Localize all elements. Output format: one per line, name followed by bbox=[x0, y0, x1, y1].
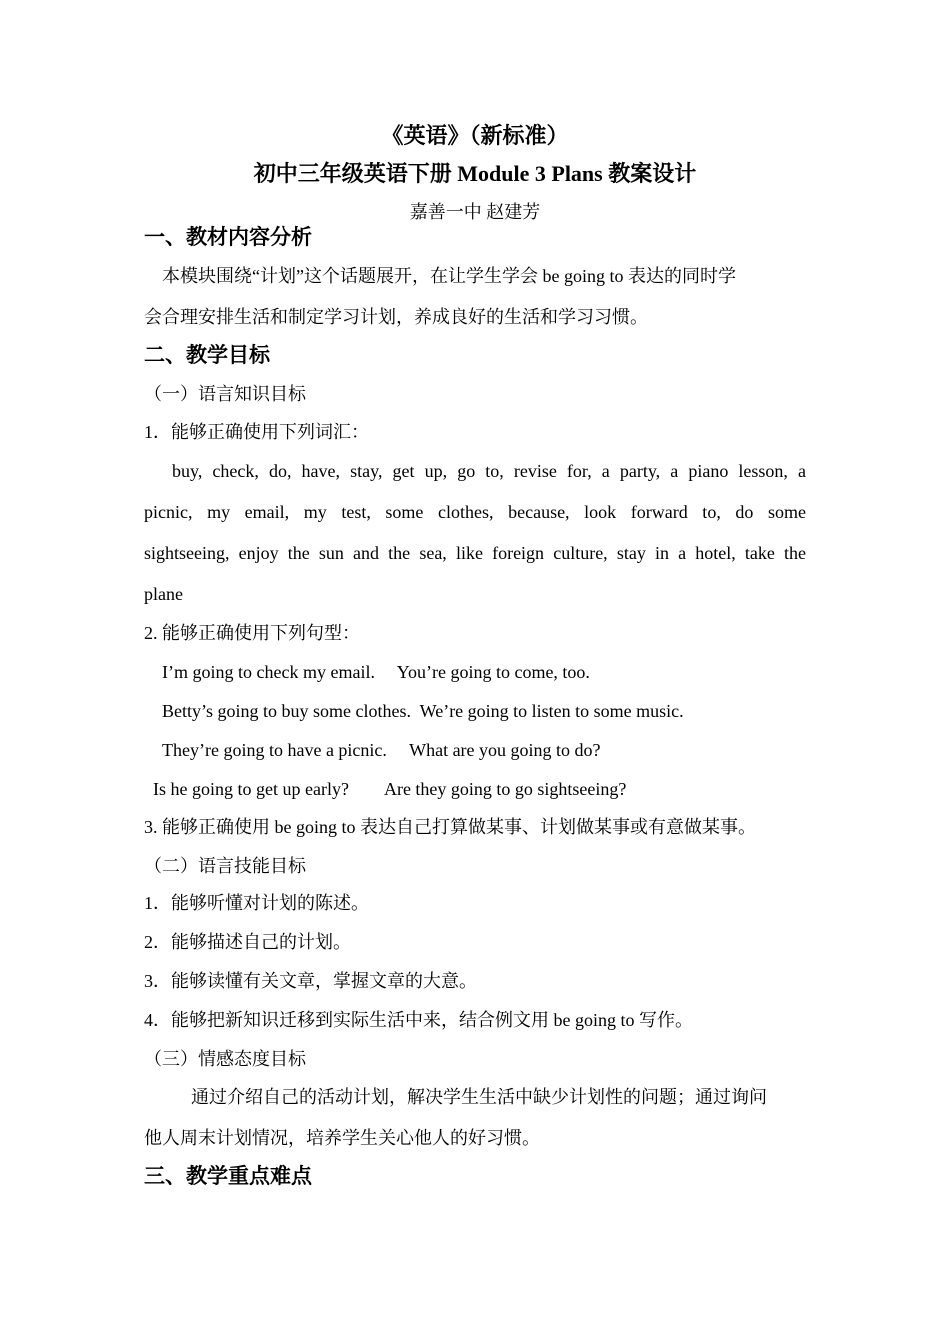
sentence-pattern-line: They’re going to have a picnic. What are you going to do? bbox=[162, 740, 601, 760]
section-heading-objectives: 二、教学目标 bbox=[144, 343, 270, 367]
skill-item: 4．能够把新知识迁移到实际生活中来，结合例文用 be going to 写作。 bbox=[144, 1010, 693, 1030]
skill-item: 3．能够读懂有关文章，掌握文章的大意。 bbox=[144, 971, 477, 991]
objective-item-2: 2. 能够正确使用下列句型： bbox=[144, 623, 360, 643]
section-heading-key-points: 三、教学重点难点 bbox=[144, 1164, 312, 1188]
doc-title-series: 《英语》（新标准） bbox=[381, 123, 569, 148]
vocab-line-1: buy, check, do, have, stay, get up, go to, revise for, a party, a piano lesson, a bbox=[172, 461, 806, 481]
skill-item: 2．能够描述自己的计划。 bbox=[144, 932, 351, 952]
section-heading-content-analysis: 一、教材内容分析 bbox=[144, 225, 312, 249]
objective-item-3: 3. 能够正确使用 be going to 表达自己打算做某事、计划做某事或有意做某事。 bbox=[144, 817, 756, 837]
objective-item-1: 1．能够正确使用下列词汇： bbox=[144, 422, 369, 442]
sentence-pattern-line: Betty’s going to buy some clothes. We’re going to listen to some music. bbox=[162, 701, 684, 721]
subheading-knowledge: （一）语言知识目标 bbox=[144, 384, 306, 404]
vocab-line-2: picnic, my email, my test, some clothes, because, look forward to, do some bbox=[144, 502, 806, 522]
content-analysis-line-2: 会合理安排生活和制定学习计划，养成良好的生活和学习习惯。 bbox=[144, 307, 648, 327]
vocab-line-3: sightseeing, enjoy the sun and the sea, like foreign culture, stay in a hotel, take the bbox=[144, 543, 806, 563]
sentence-pattern-line: I’m going to check my email. You’re going to come, too. bbox=[162, 662, 590, 682]
content-analysis-line-1: 本模块围绕“计划”这个话题展开，在让学生学会 be going to 表达的同时学 bbox=[162, 266, 736, 286]
vocab-line-4: plane bbox=[144, 584, 183, 604]
doc-title-main: 初中三年级英语下册 Module 3 Plans 教案设计 bbox=[253, 161, 697, 186]
subheading-skills: （二）语言技能目标 bbox=[144, 856, 306, 876]
skill-item: 1．能够听懂对计划的陈述。 bbox=[144, 893, 369, 913]
attitude-line-2: 他人周末计划情况，培养学生关心他人的好习惯。 bbox=[144, 1128, 540, 1148]
sentence-pattern-line: Is he going to get up early? Are they going to go sightseeing? bbox=[153, 779, 627, 799]
doc-author: 嘉善一中 赵建芳 bbox=[409, 202, 541, 222]
subheading-attitude: （三）情感态度目标 bbox=[144, 1049, 306, 1069]
attitude-line-1: 通过介绍自己的活动计划，解决学生生活中缺少计划性的问题；通过询问 bbox=[191, 1087, 767, 1107]
